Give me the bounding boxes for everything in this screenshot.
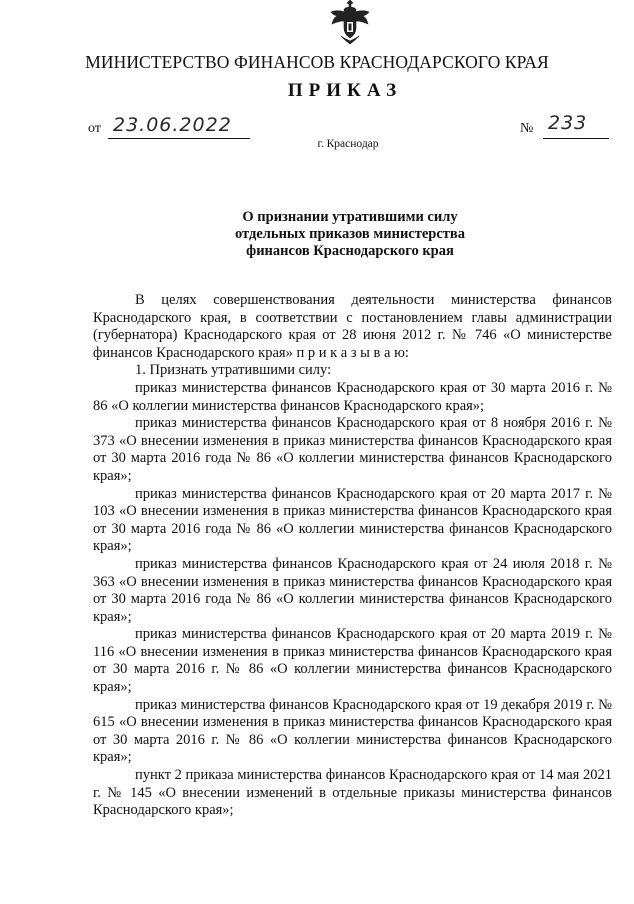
coat-of-arms-icon [327,0,373,46]
document-title [150,209,550,260]
clause-1: 1. Признать утратившими силу: [135,362,332,379]
order-paragraph: пункт 2 приказа министерства финансов Краснодарского края от 14 мая 2021 г. № 145 «О внесении изменений в отдельные приказы министерства финансов Краснодарского края»; [93,767,612,819]
title-line: отдельных приказов министерства [235,226,465,242]
order-paragraph: приказ министерства финансов Краснодарского края от 24 июля 2018 г. № 363 «О внесении изменения в приказ министерства финансов Краснодарского края от 30 марта 2016 года № 86 «О коллегии министерства финансов Краснодарского края»; [93,555,612,625]
title-line: финансов Краснодарского края [246,243,454,259]
order-paragraph: приказ министерства финансов Краснодарского края от 20 марта 2019 г. № 116 «О внесении изменения в приказ министерства финансов Краснодарского края от 30 марта 2016 г. № 86 «О коллегии министерства финансов Краснодарского края»; [93,626,612,696]
date-label: от [88,121,101,136]
order-paragraph: приказ министерства финансов Краснодарского края от 30 марта 2016 г. № 86 «О коллегии министерства финансов Краснодарского края»; [93,379,612,414]
preamble-paragraph: В целях совершенствования деятельности министерства финансов Краснодарского края, в соответствии с постановлением главы администрации (губернатора) Краснодарского края от 28 июня 2012 г. № 746 «О министерстве финансов Краснодарского края» п р и к а з ы в а ю: [93,292,612,361]
order-paragraph: приказ министерства финансов Краснодарского края от 19 декабря 2019 г. № 615 «О внесении изменения в приказ министерства финансов Краснодарского края от 30 марта 2016 г. № 86 «О коллегии министерства финансов Краснодарского края»; [93,696,612,766]
date-value: 23.06.2022 [113,114,232,136]
number-value: 233 [548,112,588,134]
document-body [93,292,612,820]
ministry-name: МИНИСТЕРСТВО ФИНАНСОВ КРАСНОДАРСКОГО КРАЯ [85,52,549,72]
document-type: ПРИКАЗ [287,80,403,101]
order-paragraph: приказ министерства финансов Краснодарского края от 20 марта 2017 г. № 103 «О внесении изменения в приказ министерства финансов Краснодарского края от 30 марта 2016 года № 86 «О коллегии министерства финансов Краснодарского края»; [93,485,612,555]
city: г. Краснодар [317,138,379,150]
title-line: О признании утратившими силу [242,209,458,225]
number-label: № [520,121,534,136]
order-paragraph: приказ министерства финансов Краснодарского края от 8 ноября 2016 г. № 373 «О внесении изменения в приказ министерства финансов Краснодарского края от 30 марта 2016 года № 86 «О коллегии министерства финансов Краснодарского края»; [93,415,612,484]
